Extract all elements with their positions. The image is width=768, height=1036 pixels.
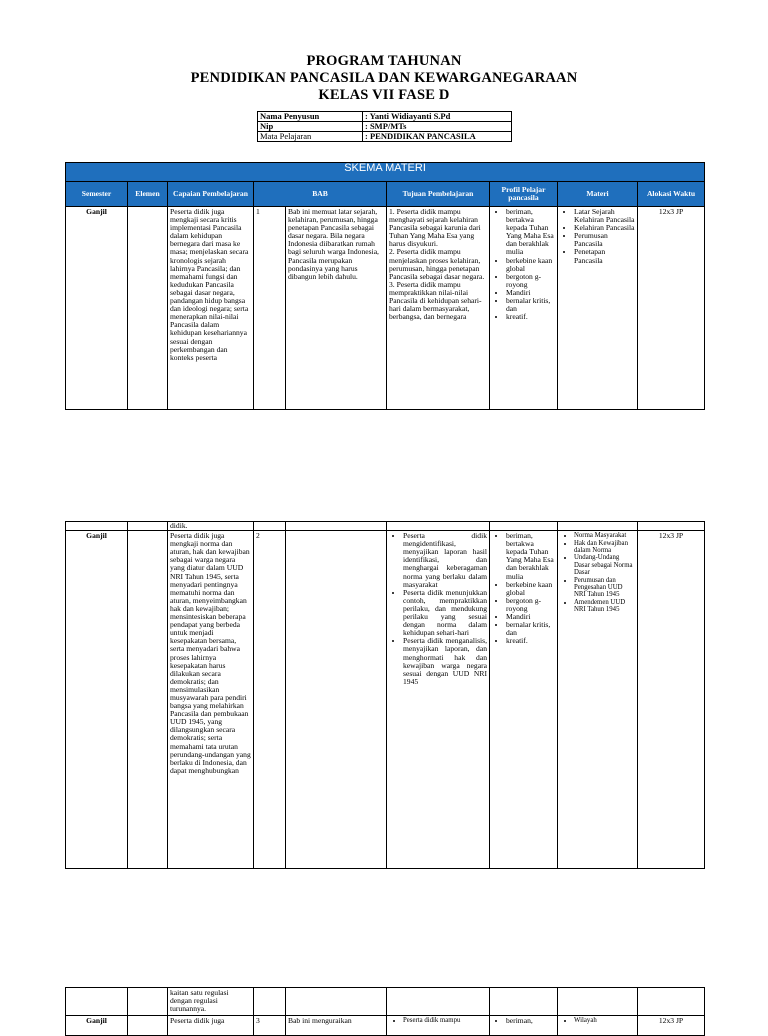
alokasi-cell: 12x3 JP (638, 207, 705, 410)
materi-cell (558, 207, 638, 410)
list-item: • Kelahiran Pancasila (574, 224, 635, 232)
header-alokasi: Alokasi Waktu (638, 182, 705, 207)
table-row (66, 1016, 705, 1036)
capaian-cell: Peserta didik juga (168, 1016, 254, 1036)
list-item: • Wilayah (574, 1017, 635, 1024)
info-key: Mata Pelajaran (258, 132, 363, 142)
table-row (66, 531, 705, 869)
header-capaian: Capaian Pembelajaran (168, 182, 254, 207)
bab-cell: Bab ini memuat latar sejarah, kelahiran, perumusan, hingga penetapan Pancasila sebagai dasar negara. Bila negara Indonesia diibaratkan rumah bagi seluruh warga Indonesia, Pancasila merupakan pondasinya yang harus dibangun lebih dahulu. (286, 207, 387, 410)
list-item: • kreatif. (506, 313, 555, 321)
capaian-carry-cell: kaitan satu regulasi dengan regulasi turunannya. (168, 988, 254, 1016)
tujuan-cell: 1. Peserta didik mampu menghayati sejarah kelahiran Pancasila sebagai karunia dari Tuhan Yang Maha Esa yang harus disyukuri. 2. Peserta didik mampu menjelaskan proses kelahiran, perumusan, hingga penetapan Pancasila sebagai dasar negara. 3. Peserta didik mampu mempraktikkan nilai-nilai Pancasila di kehidupan sehari-hari dalam bermasyarakat, berbangsa, dan bernegara (387, 207, 490, 410)
header-materi: Materi (558, 182, 638, 207)
header-profil: Profil Pelajar pancasila (490, 182, 558, 207)
list-item: • beriman, bertakwa kepada Tuhan Yang Maha Esa dan berakhlak mulia (506, 532, 555, 581)
info-table (257, 111, 512, 142)
table-row (66, 988, 705, 1016)
elemen-cell (128, 207, 168, 410)
list-item: • Penetapan Pancasila (574, 248, 635, 264)
skema-title: SKEMA MATERI (66, 163, 705, 182)
info-row (258, 132, 512, 142)
header-row (66, 182, 705, 207)
bab-number-cell: 3 (254, 1016, 286, 1036)
materi-cell (558, 531, 638, 869)
info-row (258, 112, 512, 122)
list-item: • Perumusan Pancasila (574, 232, 635, 248)
info-value: : Yanti Widiayanti S.Pd (363, 112, 512, 122)
list-item: • beriman, bertakwa kepada Tuhan Yang Maha Esa dan berakhlak mulia (506, 208, 555, 257)
tujuan-cell (387, 1016, 490, 1036)
bab-cell (286, 531, 387, 869)
list-item: • Norma Masyarakat (574, 532, 635, 539)
tujuan-cell (387, 531, 490, 869)
list-item: • Mandiri (506, 613, 555, 621)
info-value: : PENDIDIKAN PANCASILA (363, 132, 512, 142)
materi-cell (558, 1016, 638, 1036)
bab-number-cell: 1 (254, 207, 286, 410)
profil-cell (490, 531, 558, 869)
skema-table-page3 (65, 987, 705, 1036)
list-item: • Peserta didik menunjukkan contoh, mempraktikkan perilaku, dan mendukung perilaku yang sesuai dengan norma dalam kehidupan sehari-hari (403, 589, 487, 638)
bab-number-cell: 2 (254, 531, 286, 869)
skema-table (65, 162, 705, 410)
info-key: Nama Penyusun (258, 112, 363, 122)
list-item: • Peserta didik mengidentifikasi, menyajikan laporan hasil identifikasi, dan menghargai keberagaman norma yang berlaku dalam masyarakat (403, 532, 487, 589)
list-item: • berkebine kaan global (506, 257, 555, 273)
table-row (66, 522, 705, 531)
header-semester: Semester (66, 182, 128, 207)
capaian-cell: Peserta didik juga mengkaji norma dan aturan, hak dan kewajiban sebagai warga negara yang diatur dalam UUD NRI Tahun 1945, serta menyadari pentingnya mematuhi norma dan aturan, menyeimbangkan hak dan kewajiban; mensintesiskan beberapa pendapat yang berbeda untuk menjadi kesepakatan bersama, serta menyadari bahwa proses lahirnya kesepakatan harus dilakukan secara demokratis; dan mensimulasikan musyawarah para pendiri bangsa yang melahirkan Pancasila dan pembukaan UUD 1945, yang dilangsungkan secara demokratis; serta memahami tata urutan perundang-undangan yang berlaku di Indonesia, dan dapat menghubungkan (168, 531, 254, 869)
info-value: : SMP/MTs (363, 122, 512, 132)
doc-title: PROGRAM TAHUNAN (306, 53, 462, 69)
capaian-cell: Peserta didik juga mengkaji secara kritis implementasi Pancasila dalam kehidupan bernegara dari masa ke masa; menjelaskan secara kronologis sejarah lahirnya Pancasila; dan memahami fungsi dan kedudukan Pancasila sebagai dasar negara, pandangan hidup bangsa dan ideologi negara; serta menerapkan nilai-nilai Pancasila dalam kehidupan kesehariannya sesuai dengan perkembangan dan konteks peserta (168, 207, 254, 410)
alokasi-cell: 12x3 JP (638, 1016, 705, 1036)
list-item: • bergoton g-royong (506, 273, 555, 289)
semester-cell: Ganjil (66, 531, 128, 869)
list-item: • Peserta didik menganalisis, menyajikan laporan, dan menghormati hak dan kewajiban warga negara sesuai dengan UUD NRI 1945 (403, 637, 487, 686)
doc-subtitle: PENDIDIKAN PANCASILA DAN KEWARGANEGARAAN (190, 70, 578, 86)
list-item: • Latar Sejarah Kelahiran Pancasila (574, 208, 635, 224)
list-item: • Undang-Undang Dasar sebagai Norma Dasar (574, 554, 635, 576)
info-row (258, 122, 512, 132)
list-item: • berkebine kaan global (506, 581, 555, 597)
header-bab: BAB (254, 182, 387, 207)
capaian-carry-cell: didik. (168, 522, 254, 531)
semester-cell: Ganjil (66, 1016, 128, 1036)
alokasi-cell: 12x3 JP (638, 531, 705, 869)
list-item: • beriman, (506, 1017, 555, 1025)
list-item: • Peserta didik mampu (403, 1017, 487, 1024)
profil-cell (490, 207, 558, 410)
header-tujuan: Tujuan Pembelajaran (387, 182, 490, 207)
list-item: • bernalar kritis, dan (506, 621, 555, 637)
bab-cell: Bab ini menguraikan (286, 1016, 387, 1036)
list-item: • Mandiri (506, 289, 555, 297)
list-item: • bernalar kritis, dan (506, 297, 555, 313)
list-item: • Hak dan Kewajiban dalam Norma (574, 540, 635, 555)
elemen-cell (128, 1016, 168, 1036)
header-elemen: Elemen (128, 182, 168, 207)
profil-cell (490, 1016, 558, 1036)
info-key: Nip (258, 122, 363, 132)
list-item: • bergoton g-royong (506, 597, 555, 613)
list-item: • Amendemen UUD NRI Tahun 1945 (574, 599, 635, 614)
semester-cell: Ganjil (66, 207, 128, 410)
doc-class: KELAS VII FASE D (318, 87, 450, 103)
elemen-cell (128, 531, 168, 869)
skema-table-continued (65, 521, 705, 869)
table-row (66, 207, 705, 410)
list-item: • kreatif. (506, 637, 555, 645)
list-item: • Perumusan dan Pengesahan UUD NRI Tahun 1945 (574, 577, 635, 599)
